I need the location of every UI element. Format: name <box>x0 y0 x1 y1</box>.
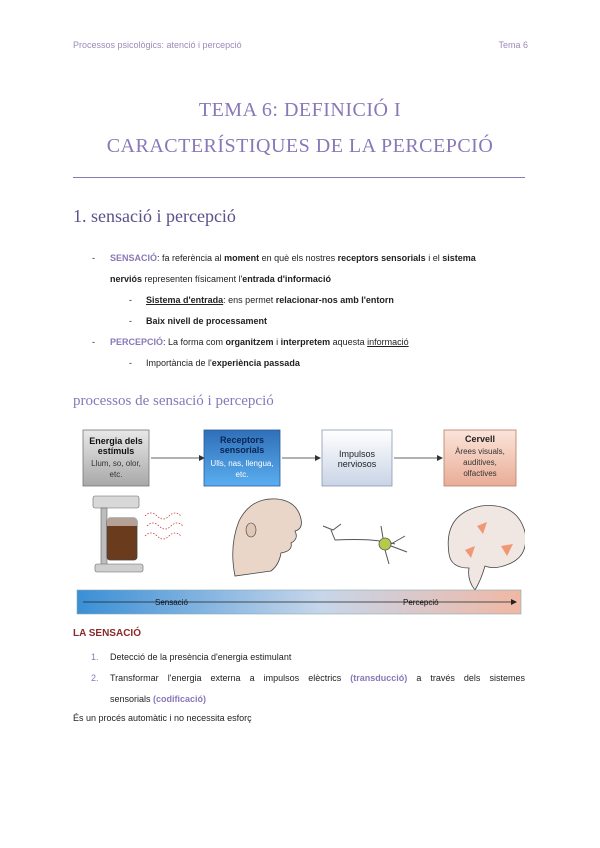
underlined-run: Sistema d'entrada <box>146 295 224 305</box>
bold-run: nerviós <box>110 274 143 284</box>
term-transduccio: (transducció) <box>350 673 408 683</box>
coffee-maker-illustration <box>93 496 183 572</box>
bold-run: moment <box>224 253 260 263</box>
percepcio-paragraph <box>110 332 409 353</box>
underlined-run: informació <box>367 337 409 347</box>
text-run: en què els nostres <box>259 253 338 263</box>
text-run: Transformar l'energia externa a impulsos elèctrics <box>110 673 351 683</box>
text-run: : fa referència al <box>157 253 225 263</box>
section-heading-sensacio-percepcio: 1. sensació i percepció <box>73 206 236 226</box>
term-sensacio: SENSACIÓ <box>110 253 158 263</box>
brain-illustration <box>448 506 525 590</box>
box3-line1: Impulsos <box>338 449 376 459</box>
box1-title-line1: Energia dels <box>89 436 143 446</box>
closing-statement: És un procés automàtic i no necessita esforç <box>73 713 252 723</box>
bold-run: organitzem <box>225 337 274 347</box>
box4-sub-line2: auditives, <box>463 458 497 467</box>
bar-label-sensacio: Sensació <box>155 598 188 607</box>
box4-sub-line3: olfactives <box>463 469 497 478</box>
bold-run: interpretem <box>280 337 331 347</box>
text-run: aquesta <box>330 337 368 347</box>
page-title-line2: CARACTERÍSTIQUES DE LA PERCEPCIÓ <box>106 135 494 157</box>
box2-sub-line2: etc. <box>235 470 249 479</box>
term-codificacio: (codificació) <box>153 694 207 704</box>
sensation-perception-bar <box>77 590 521 614</box>
bold-run: experiència passada <box>211 358 300 368</box>
sub-bullet-dash: - <box>129 316 132 326</box>
box-sensory-receptors <box>204 430 280 486</box>
sensacio-subpoint-2 <box>146 311 267 332</box>
box1-title-line2: estímuls <box>97 446 135 456</box>
box1-sub-line1: Llum, so, olor, <box>91 459 141 468</box>
sensacio-subpoint-1 <box>146 290 394 311</box>
box-nerve-impulses <box>322 430 392 486</box>
bullet-dash: - <box>92 337 95 347</box>
running-header-title: Processos psicològics: atenció i percepció <box>73 40 242 50</box>
sub-bullet-dash: - <box>129 295 132 305</box>
bar-label-percepcio: Percepció <box>403 598 439 607</box>
text-run: i el <box>425 253 443 263</box>
section-heading-processos: processos de sensació i percepció <box>73 393 274 409</box>
arrow-2-head <box>315 455 321 461</box>
text-run: representen físicament l' <box>142 274 243 284</box>
bold-run: relacionar-nos amb l'entorn <box>275 295 394 305</box>
box2-title-line2: sensorials <box>219 445 265 455</box>
box3-line2: nerviosos <box>337 459 377 469</box>
percepcio-subpoint-1 <box>146 353 300 374</box>
box4-title: Cervell <box>464 434 496 444</box>
list-item-2-line1 <box>110 668 525 689</box>
text-run: Importància de l' <box>146 358 212 368</box>
box-brain <box>444 430 516 486</box>
list-number-2: 2. <box>91 673 99 683</box>
bold-run: entrada d'informació <box>242 274 331 284</box>
box-stimulus-energy <box>83 430 149 486</box>
arrow-3-head <box>437 455 443 461</box>
list-number-1: 1. <box>91 652 99 662</box>
sub-bullet-dash: - <box>129 358 132 368</box>
text-run: : La forma com <box>163 337 226 347</box>
title-divider <box>73 177 525 178</box>
bold-run: receptors sensorials <box>337 253 426 263</box>
sensacio-paragraph <box>110 248 525 290</box>
page-title-line1: TEMA 6: DEFINICIÓ I <box>198 99 402 121</box>
page-title <box>60 92 540 164</box>
running-header-chapter: Tema 6 <box>498 40 528 50</box>
box1-sub-line2: etc. <box>109 470 123 479</box>
box4-sub-line1: Àrees visuals, <box>455 447 505 456</box>
text-run: sensorials <box>110 694 154 704</box>
box2-sub-line1: Ulls, nas, llengua, <box>210 459 274 468</box>
term-percepcio: PERCEPCIÓ <box>110 337 164 347</box>
text-run: : ens permet <box>223 295 276 305</box>
list-item-1: Detecció de la presència d'energia estimulant <box>110 652 292 662</box>
text-run: i <box>273 337 281 347</box>
bold-run: Baix nivell de processament <box>146 316 268 326</box>
bold-run: sistema <box>442 253 476 263</box>
subheading-la-sensacio: LA SENSACIÓ <box>73 628 141 639</box>
human-head-illustration <box>233 499 302 576</box>
text-run: a través dels sistemes <box>407 673 525 683</box>
box2-title-line1: Receptors <box>219 435 265 445</box>
sensation-perception-diagram <box>73 426 525 618</box>
neuron-illustration <box>323 524 407 564</box>
bullet-dash: - <box>92 253 95 263</box>
list-item-2-line2 <box>110 689 206 710</box>
